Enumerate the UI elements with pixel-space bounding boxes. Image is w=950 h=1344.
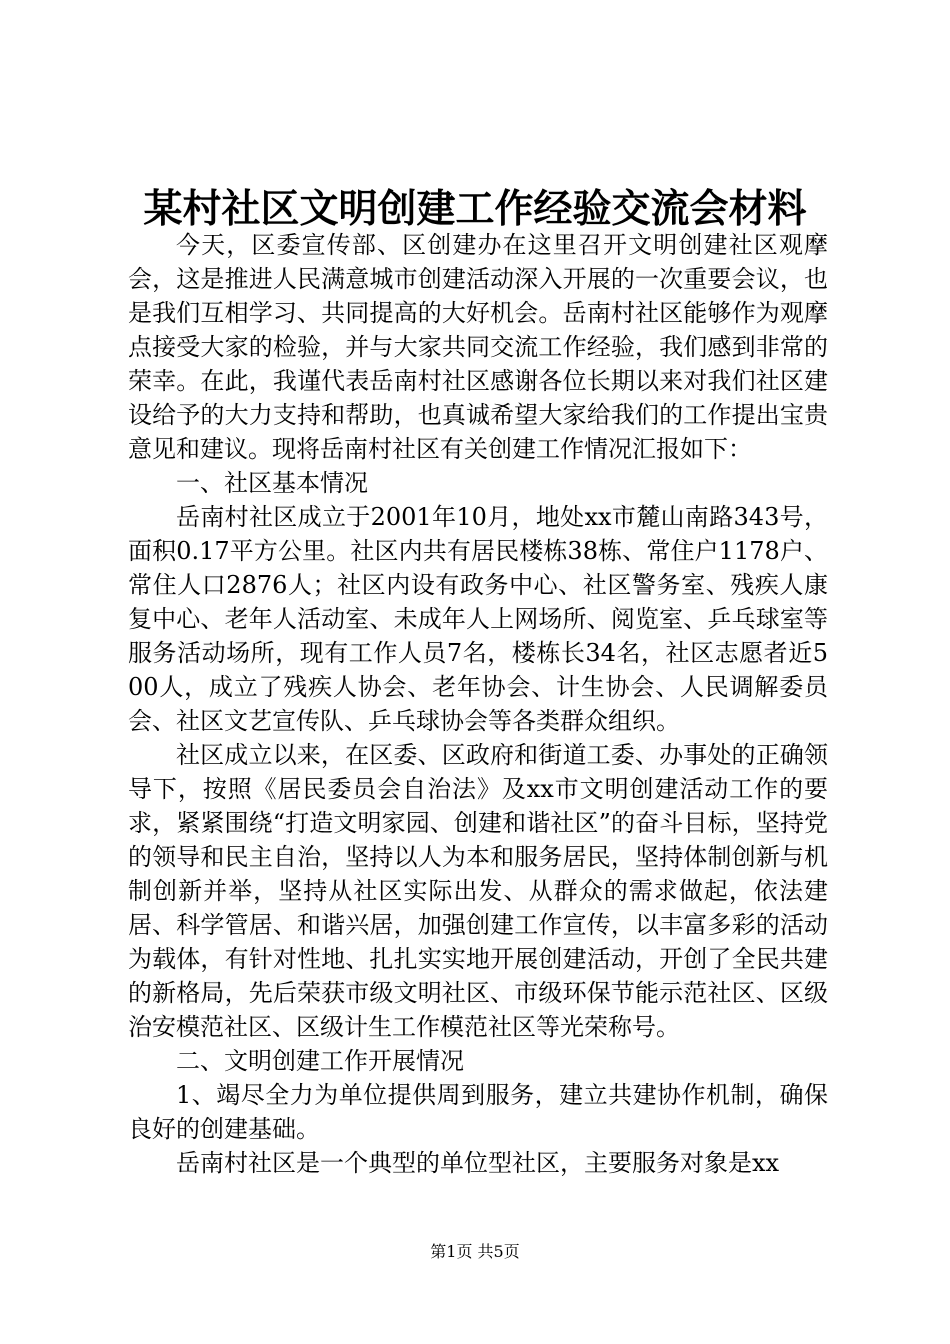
page-footer: 第1页 共5页 — [430, 1242, 520, 1261]
paragraph-achievements: 社区成立以来，在区委、区政府和街道工委、办事处的正确领导下，按照《居民委员会自治法》及xx市文明创建活动工作的要求，紧紧围绕“打造文明家园、创建和谐社区”的奋斗目标，坚持党的领导和民主自治，坚持以人为本和服务居民，坚持体制创新与机制创新并举，坚持从社区实际出发、从群众的需求做起，依法建居、科学管居、和谐兴居，加强创建工作宣传，以丰富多彩的活动为载体，有针对性地、扎扎实实地开展创建活动，开创了全民共建的新格局，先后荣获市级文明社区、市级环保节能示范社区、区级治安模范社区、区级计生工作模范社区等光荣称号。 — [128, 741, 828, 1041]
document-title: 某村社区文明创建工作经验交流会材料 — [143, 187, 807, 232]
document-body — [128, 228, 828, 1180]
paragraph-intro: 今天，区委宣传部、区创建办在这里召开文明创建社区观摩会，这是推进人民满意城市创建活动深入开展的一次重要会议，也是我们互相学习、共同提高的大好机会。岳南村社区能够作为观摩点接受大家的检验，并与大家共同交流工作经验，我们感到非常的荣幸。在此，我谨代表岳南村社区感谢各位长期以来对我们社区建设给予的大力支持和帮助，也真诚希望大家给我们的工作提出宝贵意见和建议。现将岳南村社区有关创建工作情况汇报如下： — [128, 231, 828, 463]
section-heading-basic-info: 一、社区基本情况 — [176, 469, 368, 497]
paragraph-basic-info: 岳南村社区成立于2001年10月，地处xx市麓山南路343号，面积0.17平方公里。社区内共有居民楼栋38栋、常住户1178户、常住人口2876人；社区内设有政务中心、社区警务室、残疾人康复中心、老年人活动室、未成年人上网场所、阅览室、乒乓球室等服务活动场所，现有工作人员7名，楼栋长34名，社区志愿者近500人，成立了残疾人协会、老年协会、计生协会、人民调解委员会、社区文艺宣传队、乒乓球协会等各类群众组织。 — [128, 503, 828, 735]
paragraph-service: 岳南村社区是一个典型的单位型社区，主要服务对象是xx — [176, 1149, 780, 1177]
section-heading-work: 二、文明创建工作开展情况 — [176, 1047, 464, 1075]
subheading-service: 1、竭尽全力为单位提供周到服务，建立共建协作机制，确保良好的创建基础。 — [128, 1081, 828, 1143]
